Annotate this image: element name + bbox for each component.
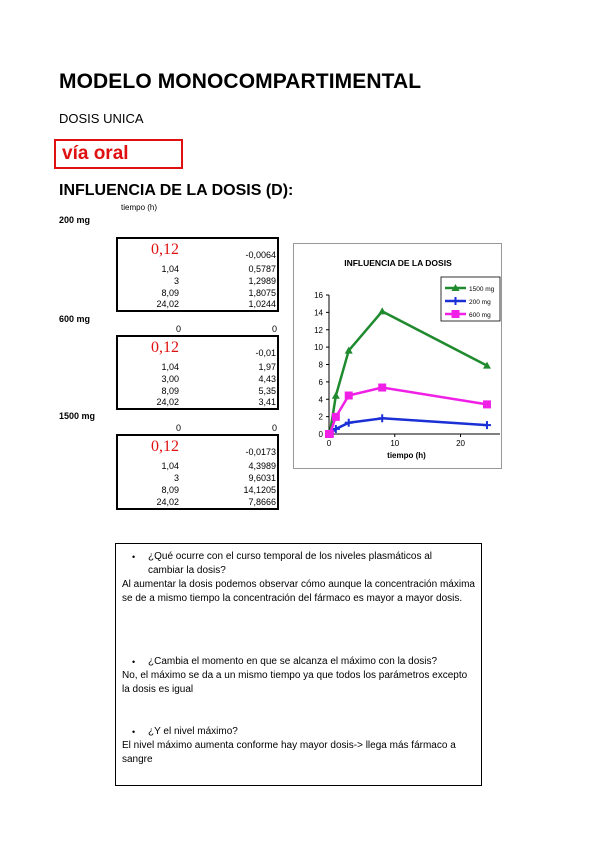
y-tick-label: 10 <box>314 343 323 353</box>
bullet-icon: • <box>132 552 136 562</box>
conc-cell: 4,3989 <box>248 461 276 471</box>
time-cell: 0 <box>175 324 181 334</box>
time-cell: 3,00 <box>161 374 179 384</box>
dose-label-200: 200 mg <box>59 215 91 225</box>
time-cell: 0,12 <box>151 438 179 455</box>
time-cell: 3 <box>173 276 179 286</box>
data-table-200 <box>116 237 279 312</box>
legend-label: 200 mg <box>469 299 491 306</box>
time-cell: 8,09 <box>161 288 179 298</box>
series-line <box>329 311 487 434</box>
y-tick-label: 16 <box>314 291 323 300</box>
conc-cell: 14,1205 <box>243 485 276 495</box>
time-cell: 1,04 <box>161 461 179 471</box>
dose-influence-chart <box>293 243 502 469</box>
time-cell: 0,12 <box>151 339 179 356</box>
data-point <box>345 392 353 400</box>
time-cell: 24,02 <box>156 299 179 309</box>
bullet-icon: • <box>132 657 136 667</box>
chart-svg <box>294 244 503 470</box>
qa-answer: No, el máximo se da a un mismo tiempo ya que todos los parámetros excepto la dosis es igual <box>122 670 468 695</box>
data-point <box>378 307 386 314</box>
conc-cell: 5,35 <box>258 386 276 396</box>
time-cell: 1,04 <box>161 362 179 372</box>
y-tick-label: 2 <box>318 412 323 422</box>
y-tick-label: 12 <box>314 325 323 335</box>
route-label: vía oral <box>62 143 129 164</box>
data-table-600 <box>116 335 279 410</box>
x-tick-label: 10 <box>390 439 400 448</box>
time-cell: 1,04 <box>161 264 179 274</box>
qa-question: ¿Qué ocurre con el curso temporal de los niveles plasmáticos al cambiar la dosis? <box>148 551 433 576</box>
conc-cell: 0 <box>271 324 277 334</box>
time-cell: 24,02 <box>156 397 179 407</box>
conc-cell: 0,5787 <box>248 264 276 274</box>
data-point <box>483 400 491 408</box>
x-tick-label: 20 <box>456 439 465 448</box>
y-tick-label: 4 <box>318 395 323 405</box>
chart-title: INFLUENCIA DE LA DOSIS <box>344 258 452 268</box>
conc-cell: 1,97 <box>258 362 276 372</box>
time-column-header: tiempo (h) <box>121 203 158 212</box>
data-point <box>332 392 340 399</box>
x-axis-label: tiempo (h) <box>387 451 426 460</box>
data-point <box>378 384 386 392</box>
qa-box <box>115 543 482 786</box>
series-line <box>329 418 487 434</box>
qa-answer: El nivel máximo aumenta conforme hay mayor dosis-> llega más fármaco a sangre <box>122 740 456 765</box>
conc-cell: 3,41 <box>258 397 276 407</box>
time-cell: 8,09 <box>161 485 179 495</box>
conc-cell: 1,0244 <box>248 299 276 309</box>
conc-cell: -0,0064 <box>245 250 276 260</box>
data-point <box>326 430 334 438</box>
y-tick-label: 6 <box>318 377 323 387</box>
legend-label: 1500 mg <box>469 286 495 293</box>
route-highlight-box <box>54 139 183 169</box>
dose-label-600: 600 mg <box>59 314 91 324</box>
qa-question: ¿Y el nivel máximo? <box>148 726 238 737</box>
bullet-icon: • <box>132 727 136 737</box>
section-title: INFLUENCIA DE LA DOSIS (D): <box>59 182 294 199</box>
time-cell: 0 <box>175 423 181 433</box>
time-cell: 3 <box>173 473 179 483</box>
dose-subtitle: DOSIS UNICA <box>59 111 144 126</box>
qa-question: ¿Cambia el momento en que se alcanza el máximo con la dosis? <box>148 656 438 667</box>
conc-cell: 4,43 <box>258 374 276 384</box>
page-title: MODELO MONOCOMPARTIMENTAL <box>59 70 422 93</box>
time-cell: 24,02 <box>156 497 179 507</box>
x-tick-label: 0 <box>326 439 332 448</box>
y-tick-label: 14 <box>314 308 323 318</box>
legend-marker <box>452 310 460 318</box>
conc-cell: -0,01 <box>255 348 276 358</box>
data-table-1500 <box>116 434 279 510</box>
conc-cell: 7,8666 <box>248 497 276 507</box>
legend-label: 600 mg <box>469 312 491 319</box>
conc-cell: 0 <box>271 423 277 433</box>
qa-answer: Al aumentar la dosis podemos observar cómo aunque la concentración máxima se de a mismo tiempo la concentración del fármaco es mayor a mayor dosis. <box>122 579 475 604</box>
y-tick-label: 0 <box>318 430 323 439</box>
conc-cell: 1,2989 <box>248 276 276 286</box>
time-cell: 0,12 <box>151 241 179 258</box>
y-tick-label: 8 <box>318 360 323 370</box>
conc-cell: 1,8075 <box>248 288 276 298</box>
data-point <box>332 413 340 421</box>
dose-label-1500: 1500 mg <box>59 411 96 421</box>
conc-cell: 9,6031 <box>248 473 276 483</box>
time-cell: 8,09 <box>161 386 179 396</box>
conc-cell: -0,0173 <box>245 447 276 457</box>
